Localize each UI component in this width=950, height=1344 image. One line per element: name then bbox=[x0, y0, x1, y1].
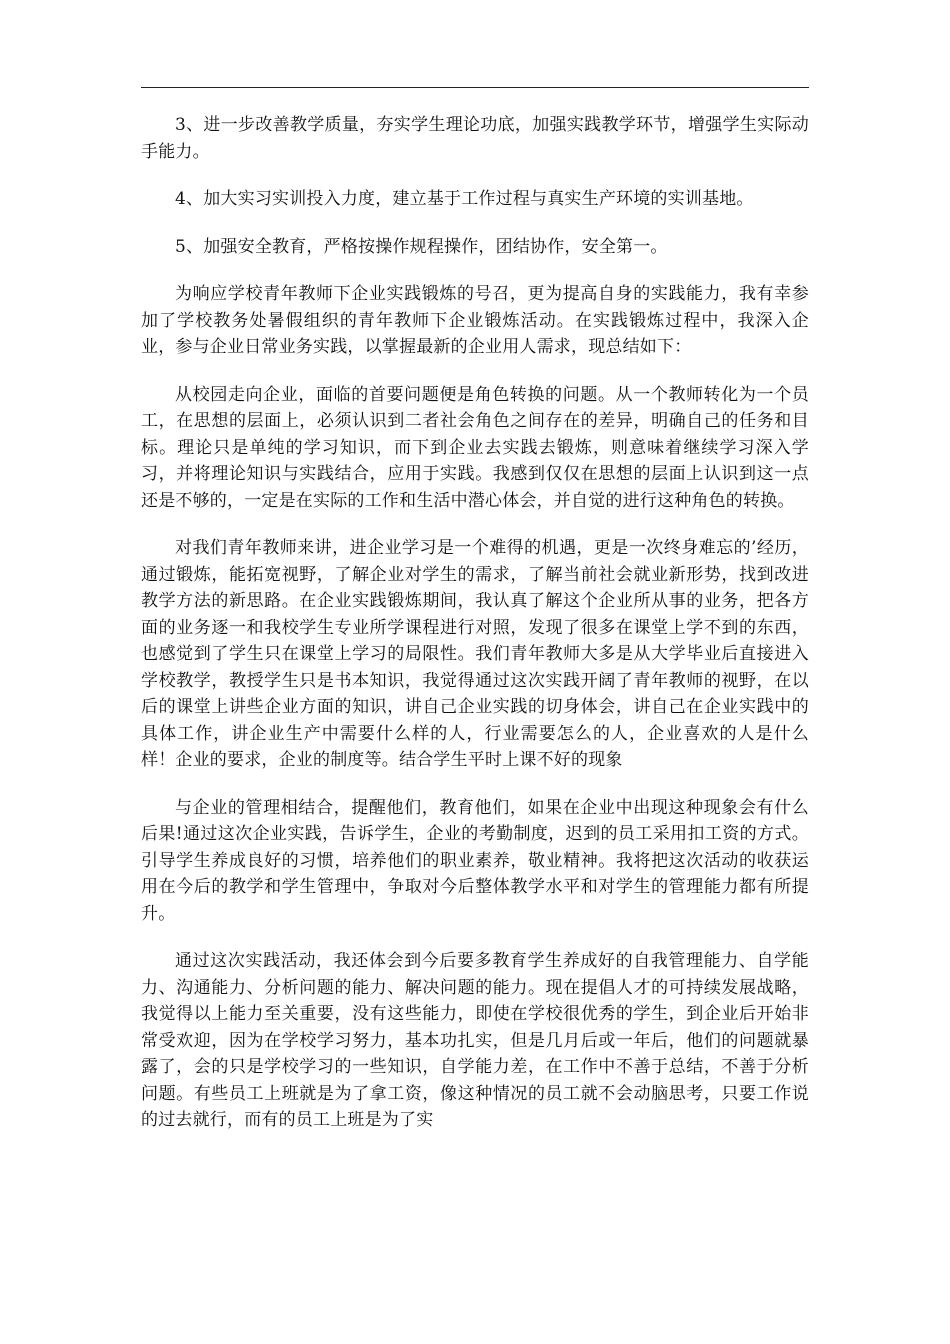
paragraph-abilities: 通过这次实践活动，我还体会到今后要多教育学生养成好的自我管理能力、自学能力、沟通能力、分析问题的能力、解决问题的能力。现在提倡人才的可持续发展战略，我觉得以上能力至关重要，没有这些能力，即使在学校很优秀的学生，到企业后开始非常受欢迎，因为在学校学习努力，基本功扎实，但是几月后或一年后，他们的问题就暴露了，会的只是学校学习的一些知识，自学能力差，在工作中不善于总结，不善于分析问题。有些员工上班就是为了拿工资，像这种情况的员工就不会动脑思考，只要工作说的过去就行，而有的员工上班是为了实 bbox=[141, 951, 809, 1130]
header-rule bbox=[141, 87, 809, 88]
paragraph-item-3: 3、进一步改善教学质量，夯实学生理论功底，加强实践教学环节，增强学生实际动手能力。 bbox=[141, 115, 809, 162]
paragraph-intro: 为响应学校青年教师下企业实践锻炼的号召，更为提高自身的实践能力，我有幸参加了学校教务处暑假组织的青年教师下企业锻炼活动。在实践锻炼过程中，我深入企业，参与企业日常业务实践，以掌握最新的企业用人需求，现总结如下： bbox=[141, 284, 809, 357]
paragraph-opportunity: 对我们青年教师来讲，进企业学习是一个难得的机遇，更是一次终身难忘的’经历，通过锻炼，能拓宽视野，了解企业对学生的需求，了解当前社会就业新形势，找到改进教学方法的新思路。在企业实践锻炼期间，我认真了解这个企业所从事的业务，把各方面的业务逐一和我校学生专业所学课程进行对照，发现了很多在课堂上学不到的东西，也感觉到了学生只在课堂上学习的局限性。我们青年教师大多是从大学毕业后直接进入学校教学，教授学生只是书本知识，我觉得通过这次实践开阔了青年教师的视野，在以后的课堂上讲些企业方面的知识，讲自己企业实践的切身体会，讲自己在企业实践中的具体工作，讲企业生产中需要什么样的人，行业需要怎么的人，企业喜欢的人是什么样！企业的要求，企业的制度等。结合学生平时上课不好的现象 bbox=[141, 538, 809, 770]
paragraph-management: 与企业的管理相结合，提醒他们，教育他们，如果在企业中出现这种现象会有什么后果!通过这次企业实践，告诉学生，企业的考勤制度，迟到的员工采用扣工资的方式。引导学生养成良好的习惯，培养他们的职业素养，敬业精神。我将把这次活动的收获运用在今后的教学和学生管理中，争取对今后整体教学水平和对学生的管理能力都有所提升。 bbox=[141, 797, 809, 924]
paragraph-role-change: 从校园走向企业，面临的首要问题便是角色转换的问题。从一个教师转化为一个员工，在思想的层面上，必须认识到二者社会角色之间存在的差异，明确自己的任务和目标。理论只是单纯的学习知识，而下到企业去实践去锻炼，则意味着继续学习深入学习，并将理论知识与实践结合，应用于实践。我感到仅仅在思想的层面上认识到这一点还是不够的，一定是在实际的工作和生活中潜心体会，并自觉的进行这种角色的转换。 bbox=[141, 384, 809, 511]
paragraph-item-5: 5、加强安全教育，严格按操作规程操作，团结协作，安全第一。 bbox=[175, 236, 668, 257]
document-body bbox=[141, 112, 809, 1155]
paragraph-item-4: 4、加大实习实训投入力度，建立基于工作过程与真实生产环境的实训基地。 bbox=[175, 189, 754, 209]
